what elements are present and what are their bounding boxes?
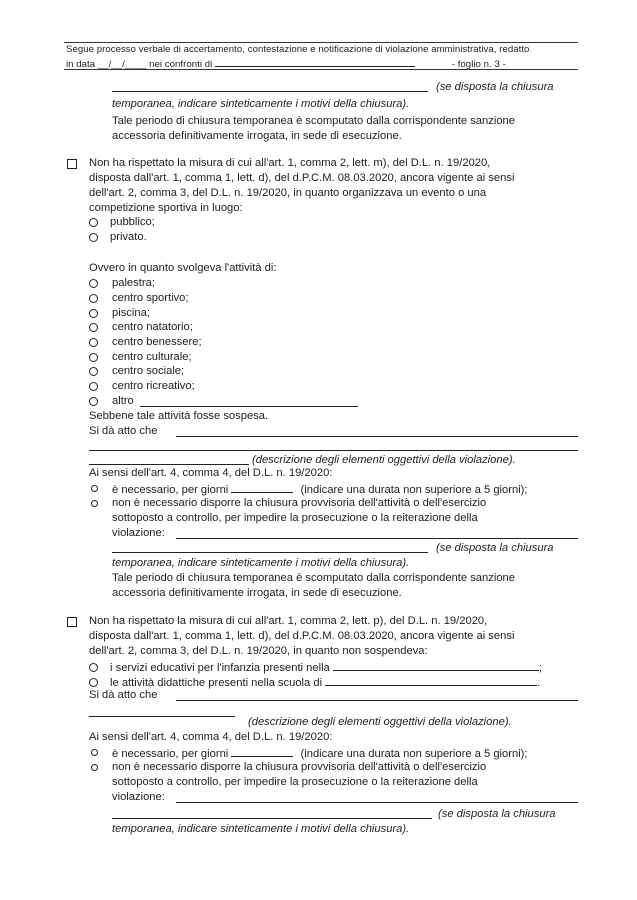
closure-note-2-line2: temporanea, indicare sinteticamente i motivi della chiusura). xyxy=(112,823,410,835)
school-blank[interactable] xyxy=(325,675,537,686)
option-attivita-didattiche-label: le attività didattiche presenti nella scuola di xyxy=(110,677,323,689)
option-attivita-didattiche xyxy=(110,675,540,690)
facts-description-note-2: (descrizione degli elementi oggettivi della violazione). xyxy=(248,716,512,728)
legal-basis-1: Ai sensi dell'art. 4, comma 4, del D.L. n. 19/2020: xyxy=(89,467,333,479)
radio-non-necessario-2[interactable] xyxy=(91,764,98,771)
violation-2-line3: dell'art. 2, comma 3, del D.L. n. 19/2020, in quanto non sospendeva: xyxy=(89,645,428,657)
radio-centro-sociale[interactable] xyxy=(89,367,98,376)
period-note-0-line1: Tale periodo di chiusura temporanea è scomputato dalla corrispondente sanzione xyxy=(112,115,515,127)
facts-blank-2b[interactable] xyxy=(89,716,235,717)
period-note-0-line2: accessoria definitivamente irrogata, in sede di esecuzione. xyxy=(112,130,402,142)
radio-pubblico[interactable] xyxy=(89,218,98,227)
option-privato: privato. xyxy=(110,231,147,243)
violation-2-line1: Non ha rispettato la misura di cui all'art. 1, comma 2, lett. p), del D.L. n. 19/2020, xyxy=(89,615,488,627)
radio-centro-culturale[interactable] xyxy=(89,353,98,362)
radio-palestra[interactable] xyxy=(89,279,98,288)
violation-1-line2: disposta dall'art. 1, comma 1, lett. d), del d.P.C.M. 08.03.2020, ancora vigente ai sensi xyxy=(89,172,515,184)
radio-necessario-2[interactable] xyxy=(91,749,98,756)
period-note-1-line2: accessoria definitivamente irrogata, in sede di esecuzione. xyxy=(112,587,402,599)
radio-altro[interactable] xyxy=(89,397,98,406)
radio-privato[interactable] xyxy=(89,233,98,242)
closure-note-1-line2: temporanea, indicare sinteticamente i motivi della chiusura). xyxy=(112,557,410,569)
header-bottom-rule xyxy=(64,69,578,70)
option-altro: altro xyxy=(112,395,134,407)
option-servizi-educativi xyxy=(110,660,542,675)
option-centro-culturale: centro culturale; xyxy=(112,351,192,363)
radio-piscina[interactable] xyxy=(89,309,98,318)
days-note-1: (indicare una durata non superiore a 5 giorni); xyxy=(300,484,528,496)
radio-centro-natatorio[interactable] xyxy=(89,323,98,332)
legal-basis-2: Ai sensi dell'art. 4, comma 4, del D.L. n. 19/2020: xyxy=(89,731,333,743)
si-da-atto-1: Si dà atto che xyxy=(89,425,158,437)
suspended-note: Sebbene tale attività fosse sospesa. xyxy=(89,410,269,422)
option-non-necessario-1-line3: violazione: xyxy=(112,527,165,539)
option-servizi-educativi-label: i servizi educativi per l'infanzia presenti nella xyxy=(110,662,330,674)
radio-centro-ricreativo[interactable] xyxy=(89,382,98,391)
option-piscina: piscina; xyxy=(112,307,150,319)
facts-blank-1a[interactable] xyxy=(176,436,578,437)
option-centro-benessere: centro benessere; xyxy=(112,336,202,348)
violation-blank-2[interactable] xyxy=(176,802,578,803)
facts-blank-1b[interactable] xyxy=(89,450,578,451)
option-servizi-educativi-end: ; xyxy=(538,662,542,674)
violation-1-line1: Non ha rispettato la misura di cui all'art. 1, comma 2, lett. m), del D.L. n. 19/2020, xyxy=(89,157,491,169)
option-non-necessario-1-line1: non è necessario disporre la chiusura provvisoria dell'attività o dell'esercizio xyxy=(112,497,487,509)
facts-blank-1c[interactable] xyxy=(89,464,249,465)
closure-note-2: (se disposta la chiusura xyxy=(438,808,556,820)
option-necessario-1 xyxy=(112,482,528,497)
header-recipient-blank[interactable] xyxy=(215,56,415,67)
option-non-necessario-2-line3: violazione: xyxy=(112,791,165,803)
violation-blank-1[interactable] xyxy=(176,538,578,539)
header-line-2 xyxy=(66,56,506,70)
closure-reason-blank-2[interactable] xyxy=(112,818,432,819)
header-top-rule xyxy=(64,42,578,43)
option-centro-sportivo: centro sportivo; xyxy=(112,292,189,304)
option-pubblico: pubblico; xyxy=(110,216,155,228)
days-blank-1[interactable] xyxy=(231,482,293,493)
option-necessario-2 xyxy=(112,746,528,761)
option-non-necessario-1-line2: sottoposto a controllo, per impedire la prosecuzione o la reiterazione della xyxy=(112,512,478,524)
option-palestra: palestra; xyxy=(112,277,155,289)
closure-note-1: (se disposta la chiusura xyxy=(436,542,554,554)
activity-intro: Ovvero in quanto svolgeva l'attività di: xyxy=(89,262,277,274)
period-note-1-line1: Tale periodo di chiusura temporanea è scomputato dalla corrispondente sanzione xyxy=(112,572,515,584)
radio-necessario-1[interactable] xyxy=(91,485,98,492)
closure-note-0: (se disposta la chiusura xyxy=(436,81,554,93)
violation-1-line3: dell'art. 2, comma 3, del D.L. n. 19/2020, in quanto organizzava un evento o una xyxy=(89,187,487,199)
option-centro-ricreativo: centro ricreativo; xyxy=(112,380,195,392)
closure-note-0-line2: temporanea, indicare sinteticamente i motivi della chiusura). xyxy=(112,98,410,110)
option-centro-natatorio: centro natatorio; xyxy=(112,321,193,333)
violation-2-line2: disposta dall'art. 1, comma 1, lett. d), del d.P.C.M. 08.03.2020, ancora vigente ai sensi xyxy=(89,630,515,642)
si-da-atto-2: Si dà atto che xyxy=(89,689,158,701)
header-sheet-number: - foglio n. 3 - xyxy=(451,59,506,70)
radio-centro-benessere[interactable] xyxy=(89,338,98,347)
option-non-necessario-2-line2: sottoposto a controllo, per impedire la prosecuzione o la reiterazione della xyxy=(112,776,478,788)
header-line-1: Segue processo verbale di accertamento, contestazione e notificazione di violazione amministrativa, redatto xyxy=(66,44,530,55)
option-necessario-2-label: è necessario, per giorni xyxy=(112,748,229,760)
violation-checkbox-1[interactable] xyxy=(67,159,77,169)
header-date-recipient: in data __/__/____ nei confronti di xyxy=(66,59,213,70)
radio-centro-sportivo[interactable] xyxy=(89,294,98,303)
violation-1-line4: competizione sportiva in luogo: xyxy=(89,202,243,214)
option-attivita-didattiche-end: . xyxy=(537,677,541,689)
closure-reason-blank-0[interactable] xyxy=(112,91,428,92)
option-centro-sociale: centro sociale; xyxy=(112,365,185,377)
facts-description-note-1: (descrizione degli elementi oggettivi della violazione). xyxy=(252,454,516,466)
violation-checkbox-2[interactable] xyxy=(67,617,77,627)
facts-blank-2a[interactable] xyxy=(176,700,578,701)
option-necessario-1-label: è necessario, per giorni xyxy=(112,484,229,496)
nursery-blank[interactable] xyxy=(333,660,539,671)
radio-non-necessario-1[interactable] xyxy=(91,500,98,507)
radio-attivita-didattiche[interactable] xyxy=(89,678,98,687)
radio-servizi-educativi[interactable] xyxy=(89,663,98,672)
days-blank-2[interactable] xyxy=(231,746,293,757)
option-non-necessario-2-line1: non è necessario disporre la chiusura provvisoria dell'attività o dell'esercizio xyxy=(112,761,487,773)
altro-blank[interactable] xyxy=(140,406,358,407)
days-note-2: (indicare una durata non superiore a 5 giorni); xyxy=(300,748,528,760)
closure-reason-blank-1[interactable] xyxy=(112,552,428,553)
